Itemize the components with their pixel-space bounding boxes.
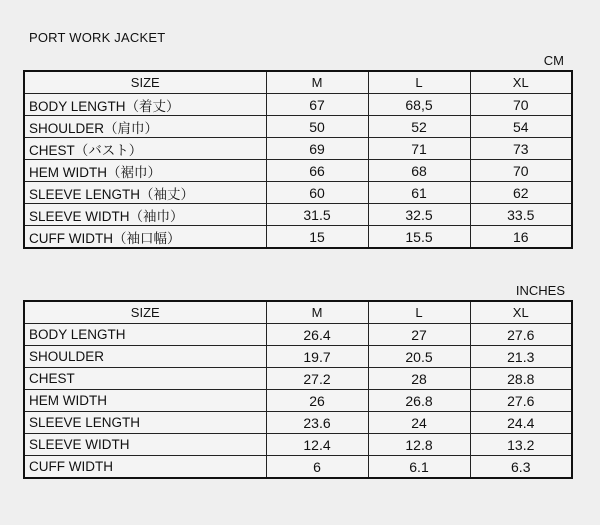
measurement-value: 52: [368, 116, 470, 138]
measurement-value: 28: [368, 368, 470, 390]
measurement-value: 33.5: [470, 204, 572, 226]
measurement-value: 6: [266, 456, 368, 479]
unit-label-inches: INCHES: [515, 283, 565, 298]
measurement-value: 32.5: [368, 204, 470, 226]
measurement-value: 16: [470, 226, 572, 249]
measurement-value: 66: [266, 160, 368, 182]
table-row: [24, 204, 572, 226]
measurement-value: 61: [368, 182, 470, 204]
table-row: [24, 94, 572, 116]
measurement-value: 19.7: [266, 346, 368, 368]
measurement-value: 68: [368, 160, 470, 182]
measurement-value: 15.5: [368, 226, 470, 249]
table-row: [24, 182, 572, 204]
size-column-header: L: [368, 71, 470, 94]
table-row: [24, 390, 572, 412]
measurement-label: CUFF WIDTH: [24, 456, 266, 479]
measurement-value: 23.6: [266, 412, 368, 434]
table-row: [24, 324, 572, 346]
size-header: SIZE: [24, 301, 266, 324]
measurement-value: 24: [368, 412, 470, 434]
measurement-label: CHEST: [24, 368, 266, 390]
page-title: PORT WORK JACKET: [29, 30, 166, 45]
measurement-value: 73: [470, 138, 572, 160]
measurement-value: 12.8: [368, 434, 470, 456]
size-column-header: XL: [470, 71, 572, 94]
measurement-value: 70: [470, 160, 572, 182]
table-row: [24, 412, 572, 434]
measurement-value: 26: [266, 390, 368, 412]
table-row: [24, 434, 572, 456]
size-table-cm: [23, 70, 573, 249]
measurement-label: SHOULDER: [24, 346, 266, 368]
measurement-value: 62: [470, 182, 572, 204]
table-row: [24, 368, 572, 390]
measurement-value: 13.2: [470, 434, 572, 456]
measurement-value: 31.5: [266, 204, 368, 226]
measurement-value: 27.6: [470, 324, 572, 346]
table-row: [24, 160, 572, 182]
measurement-value: 26.8: [368, 390, 470, 412]
size-table-inches: [23, 300, 573, 479]
measurement-value: 27: [368, 324, 470, 346]
measurement-value: 27.2: [266, 368, 368, 390]
table-row: [24, 138, 572, 160]
measurement-value: 21.3: [470, 346, 572, 368]
measurement-value: 67: [266, 94, 368, 116]
measurement-label: SLEEVE WIDTH（袖巾）: [24, 204, 266, 226]
measurement-value: 70: [470, 94, 572, 116]
measurement-label: CHEST（バスト）: [24, 138, 266, 160]
measurement-label: SLEEVE WIDTH: [24, 434, 266, 456]
size-column-header: M: [266, 301, 368, 324]
size-column-header: L: [368, 301, 470, 324]
measurement-value: 54: [470, 116, 572, 138]
measurement-value: 69: [266, 138, 368, 160]
measurement-value: 12.4: [266, 434, 368, 456]
measurement-label: SLEEVE LENGTH（袖丈）: [24, 182, 266, 204]
measurement-value: 26.4: [266, 324, 368, 346]
measurement-value: 60: [266, 182, 368, 204]
unit-label-cm: CM: [543, 53, 564, 68]
measurement-value: 71: [368, 138, 470, 160]
table-row: [24, 116, 572, 138]
measurement-label: HEM WIDTH: [24, 390, 266, 412]
table-row: [24, 226, 572, 249]
measurement-value: 15: [266, 226, 368, 249]
size-column-header: M: [266, 71, 368, 94]
measurement-value: 68,5: [368, 94, 470, 116]
header-row: [24, 301, 572, 324]
size-column-header: XL: [470, 301, 572, 324]
table-row: [24, 456, 572, 479]
measurement-label: CUFF WIDTH（袖口幅）: [24, 226, 266, 249]
measurement-label: SLEEVE LENGTH: [24, 412, 266, 434]
measurement-value: 6.1: [368, 456, 470, 479]
measurement-value: 24.4: [470, 412, 572, 434]
measurement-value: 50: [266, 116, 368, 138]
measurement-value: 27.6: [470, 390, 572, 412]
measurement-label: SHOULDER（肩巾）: [24, 116, 266, 138]
measurement-label: BODY LENGTH（着丈）: [24, 94, 266, 116]
measurement-label: BODY LENGTH: [24, 324, 266, 346]
measurement-value: 28.8: [470, 368, 572, 390]
measurement-value: 20.5: [368, 346, 470, 368]
header-row: [24, 71, 572, 94]
measurement-value: 6.3: [470, 456, 572, 479]
size-header: SIZE: [24, 71, 266, 94]
measurement-label: HEM WIDTH（裾巾）: [24, 160, 266, 182]
table-row: [24, 346, 572, 368]
